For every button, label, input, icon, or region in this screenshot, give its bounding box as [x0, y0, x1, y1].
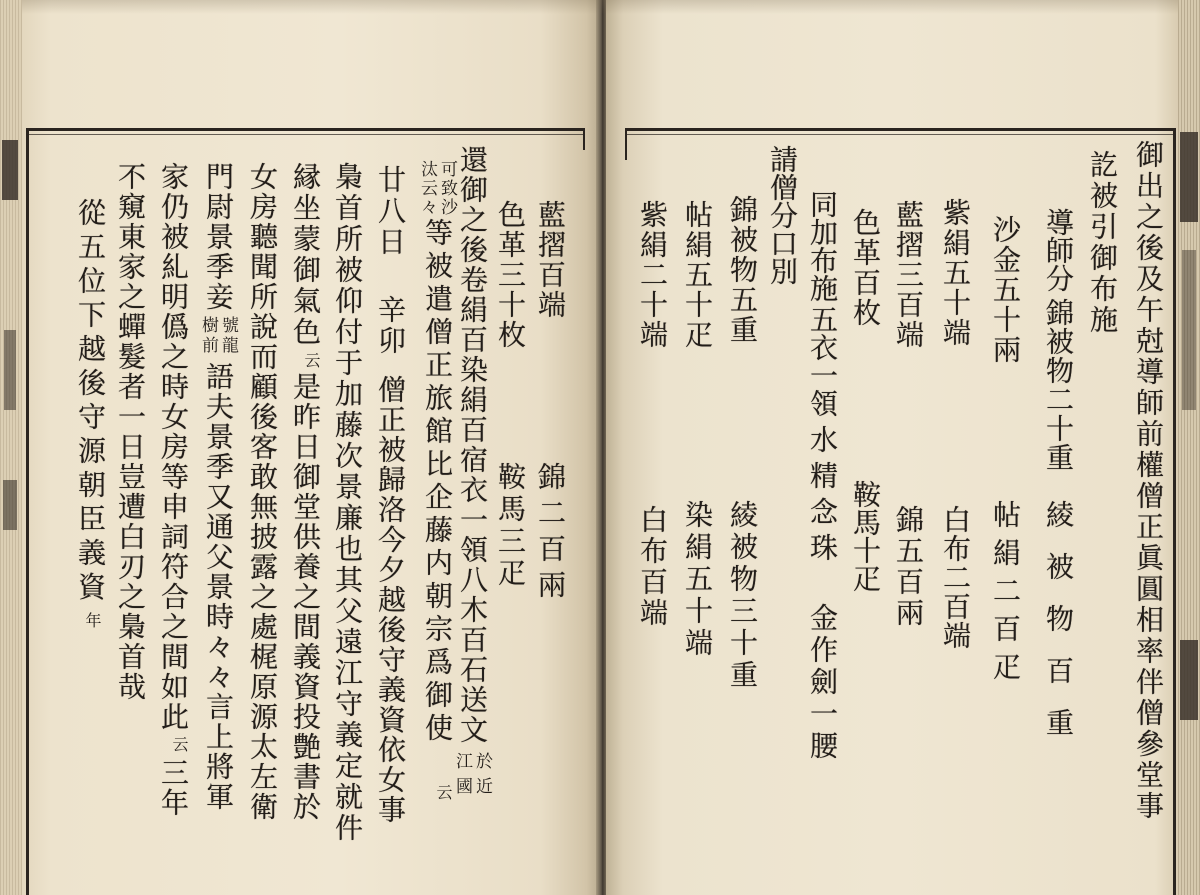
text-segment: 鞍馬十疋 — [849, 480, 882, 592]
text-segment: 紫絹二十端 — [636, 200, 669, 350]
section-heading: 導師分 — [1042, 208, 1075, 292]
text-segment: 不窺東家之蟬髮者一日豈遭白刃之梟首哉 — [114, 162, 147, 702]
text-segment: 五衣一領 — [806, 305, 839, 417]
text-column — [283, 0, 327, 895]
note-line: 於近 — [472, 752, 492, 802]
text-segment: 是昨日御堂供養之間義資投艶書於 — [289, 372, 322, 822]
text-segment: 家仍被糺明僞之時女房等申詞符合之間如此 — [157, 162, 190, 732]
text-column — [68, 0, 112, 895]
text-segment: 女房聽聞所說而顧後客敢無披露之處梶原源太左衛 — [246, 162, 279, 822]
text-segment: 錦被物五重 — [726, 195, 759, 345]
text-segment: 門尉景季妾 — [202, 162, 235, 312]
text-column — [108, 0, 152, 895]
date-label: 廿八日 — [374, 165, 407, 258]
text-column — [368, 0, 412, 895]
text-segment: 白布二百端 — [939, 505, 972, 650]
small-annotation: 云 — [302, 352, 321, 368]
text-segment: 僧正被歸洛今夕越後守義資依女事 — [374, 375, 407, 825]
text-column — [196, 0, 240, 895]
text-segment: 白布百端 — [636, 505, 669, 629]
text-segment: 金作劍一腰 — [806, 603, 839, 763]
text-segment: 帖絹五十疋 — [681, 200, 714, 350]
date-cycle-label: 辛卯 — [374, 295, 407, 357]
text-segment: 三年 — [157, 758, 190, 818]
small-annotation: 云 — [434, 784, 453, 800]
note-line: 樹前 — [198, 316, 218, 356]
text-column — [488, 0, 532, 895]
text-segment: 錦二百兩 — [534, 462, 567, 606]
text-segment: 語夫景季又通父景時々々言上將軍 — [202, 362, 235, 812]
note-line: 汰云々 — [417, 160, 437, 217]
section-heading: 請僧分口別 — [766, 145, 799, 285]
text-segment: 紫絹五十端 — [939, 198, 972, 348]
text-segment: 還御之後卷絹百染絹百宿衣一領八木百石送文 — [456, 145, 489, 745]
text-segment: 從五位下越後守源朝臣義資 — [74, 198, 107, 606]
text-column — [415, 0, 459, 895]
text-segment: 色革三十枚 — [494, 200, 527, 350]
text-column — [325, 0, 369, 895]
interlinear-note — [198, 316, 238, 356]
text-column — [528, 0, 572, 895]
text-segment: 色革百枚 — [849, 208, 882, 328]
text-segment: 綾被物三十重 — [726, 500, 759, 692]
text-segment: 染絹五十端 — [681, 500, 714, 660]
note-line: 江國 — [452, 752, 472, 802]
text-segment: 錦五百兩 — [892, 505, 925, 629]
small-annotation: 年 — [83, 612, 102, 628]
text-segment: 沙金五十兩 — [989, 215, 1022, 365]
text-segment: 藍摺百端 — [534, 200, 567, 320]
text-segment: 錦被物二十重 — [1042, 298, 1075, 472]
text-segment: 藍摺三百端 — [892, 200, 925, 350]
note-line: 號龍 — [218, 316, 238, 356]
text-segment: 等被遣僧正旅館比企藤内朝宗爲御使 — [421, 218, 454, 746]
text-column — [240, 0, 284, 895]
interlinear-note — [417, 160, 457, 217]
text-column — [151, 0, 195, 895]
text-segment: 梟首所被仰付于加藤次景廉也其父遠江守義定就件 — [331, 162, 364, 844]
text-segment: 鞍馬三疋 — [494, 462, 527, 590]
note-line: 可致沙 — [437, 160, 457, 217]
section-heading: 同加布施 — [806, 190, 839, 302]
small-annotation: 云 — [170, 736, 189, 752]
text-segment: 縁坐蒙御氣色 — [289, 162, 322, 348]
text-segment: 帖絹二百疋 — [989, 500, 1022, 690]
text-segment: 綾被物百重 — [1042, 500, 1075, 760]
text-segment: 水精念珠 — [806, 425, 839, 569]
text-segment: 訖被引御布施 — [1086, 150, 1119, 336]
text-segment: 御出之後及午尅導師前權僧正眞圓相率伴僧參堂事 — [1132, 140, 1165, 822]
